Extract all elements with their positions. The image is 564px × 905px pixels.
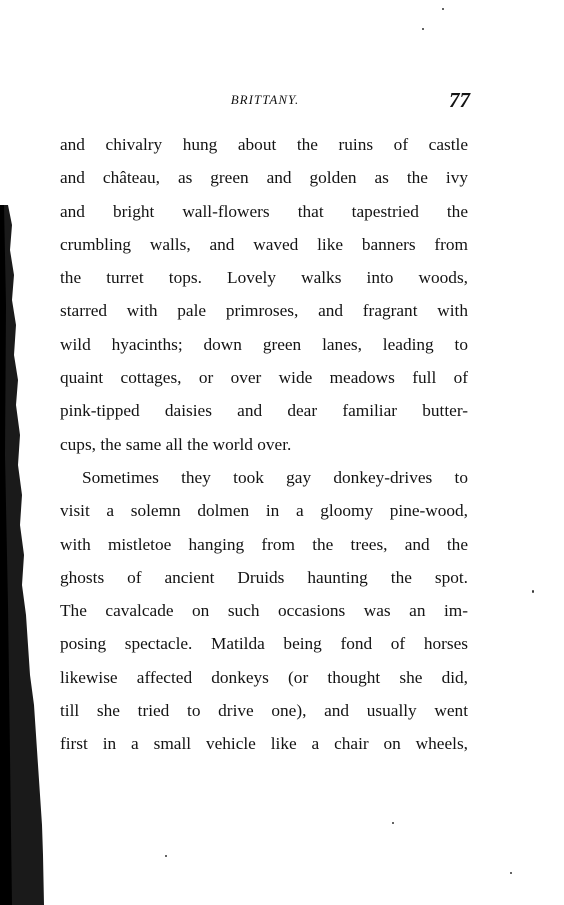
scan-speck [165,855,167,857]
page-number: 77 [449,88,470,112]
text-line: crumbling walls, and waved like banners from [60,234,468,254]
running-title: BRITTANY. [230,92,300,107]
scan-speck [532,590,534,593]
text-line: ghosts of ancient Druids haunting the spot. [60,567,468,587]
scanned-gutter-edge [0,205,44,905]
text-line: quaint cottages, or over wide meadows full of [60,368,468,388]
scan-speck [510,872,512,874]
text-line: posing spectacle. Matilda being fond of horses [60,634,468,654]
scan-speck [442,8,444,10]
text-line: and chivalry hung about the ruins of castle [60,135,468,154]
body-text [60,128,468,761]
text-line: likewise affected donkeys (or thought she did, [60,667,468,687]
text-line: till she tried to drive one), and usually went [60,701,468,721]
paragraph [60,461,468,761]
text-line: wild hyacinths; down green lanes, leading to [60,334,468,354]
text-line: the turret tops. Lovely walks into woods, [60,268,468,288]
text-line: cups, the same all the world over. [60,434,292,454]
scan-speck [422,28,424,30]
text-line: and bright wall-flowers that tapestried the [60,201,468,221]
text-line: visit a solemn dolmen in a gloomy pine-wood, [60,501,468,521]
text-line: and château, as green and golden as the ivy [60,168,468,188]
text-line: starred with pale primroses, and fragrant with [60,301,468,321]
scan-speck [392,822,394,824]
text-line: pink-tipped daisies and dear familiar butter- [60,401,468,421]
text-line: first in a small vehicle like a chair on wheels, [60,734,468,754]
text-line: The cavalcade on such occasions was an im- [60,601,468,621]
paragraph [60,128,468,461]
text-line: with mistletoe hanging from the trees, and the [60,534,468,554]
text-line: Sometimes they took gay donkey-drives to [82,467,468,487]
running-head [60,88,470,112]
